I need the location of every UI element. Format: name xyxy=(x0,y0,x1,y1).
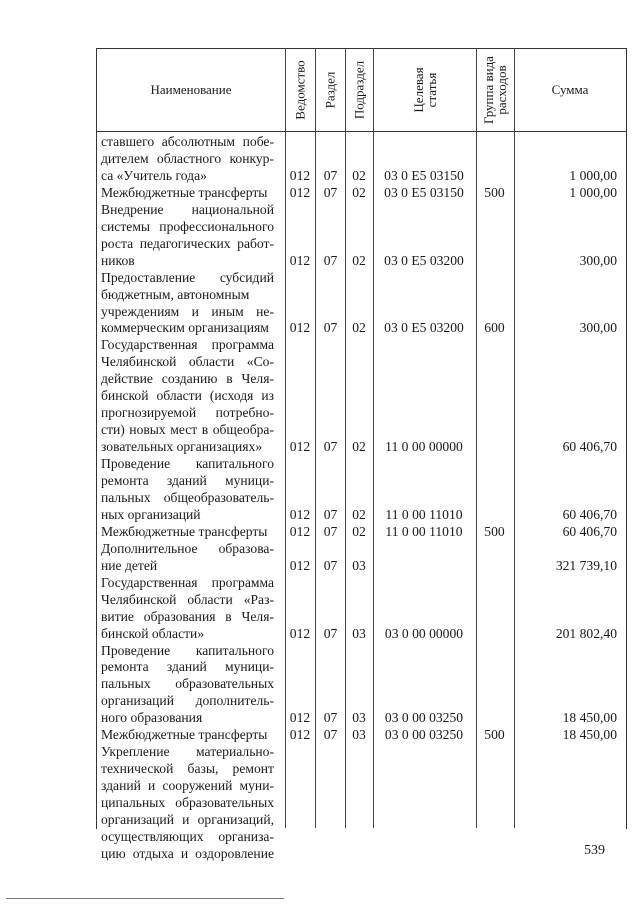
table-row xyxy=(0,811,640,828)
cell-name: прогнозируемой потребно- xyxy=(101,405,274,421)
table-row xyxy=(0,760,640,777)
cell-raz: 07 xyxy=(323,625,338,641)
table-row xyxy=(0,353,640,370)
cell-pod: 02 xyxy=(352,523,366,539)
cell-sum: 60 406,70 xyxy=(562,523,617,539)
cell-cel: 11 0 00 00000 xyxy=(385,439,463,455)
cell-cel: 03 0 00 03250 xyxy=(384,727,464,743)
cell-raz: 07 xyxy=(323,506,338,522)
cell-pod: 02 xyxy=(352,506,366,522)
cell-pod: 03 xyxy=(352,557,366,573)
cell-grp: 500 xyxy=(484,727,505,743)
cell-name: коммерческим организациям xyxy=(101,320,269,336)
cell-name: ставшего абсолютным побе- xyxy=(101,134,274,149)
cell-raz: 07 xyxy=(323,167,338,183)
header-summa: Сумма xyxy=(551,81,589,97)
table-row xyxy=(0,387,640,404)
cell-sum: 18 450,00 xyxy=(562,710,617,726)
cell-name: витие образования в Челя- xyxy=(101,608,274,624)
table-row xyxy=(0,557,640,574)
cell-name: Дополнительное образова- xyxy=(101,540,274,556)
cell-name: Внедрение национальной xyxy=(101,201,274,217)
cell-cel: 03 0 Е5 03150 xyxy=(384,167,464,183)
table-row xyxy=(0,608,640,625)
cell-name: Межбюджетные трансферты xyxy=(101,523,268,539)
cell-name: Межбюджетные трансферты xyxy=(101,727,268,743)
cell-name: Государственная программа xyxy=(101,337,274,353)
cell-ved: 012 xyxy=(289,167,311,183)
table-row xyxy=(0,201,640,218)
table-row xyxy=(0,675,640,692)
table-row xyxy=(0,269,640,286)
table-row xyxy=(0,167,640,184)
cell-sum: 201 802,40 xyxy=(555,625,617,641)
table-row xyxy=(0,743,640,760)
cell-ved: 012 xyxy=(289,710,311,726)
cell-name: осуществляющих организа- xyxy=(101,828,274,844)
table-row xyxy=(0,726,640,743)
cell-name: Челябинской области «Раз- xyxy=(101,591,274,607)
table-row xyxy=(0,709,640,726)
table-row xyxy=(0,658,640,675)
cell-ved: 012 xyxy=(289,252,311,268)
header-gruppa: Группа вида расходов xyxy=(481,55,509,124)
cell-pod: 02 xyxy=(352,252,366,268)
cell-raz: 07 xyxy=(323,320,338,336)
cell-ved: 012 xyxy=(289,184,311,200)
table-row xyxy=(0,404,640,421)
table-row xyxy=(0,303,640,320)
cell-name: са «Учитель года» xyxy=(101,167,207,183)
cell-name: Проведение капитального xyxy=(101,456,274,472)
header-divider xyxy=(96,131,626,132)
cell-raz: 07 xyxy=(323,557,338,573)
cell-raz: 07 xyxy=(323,523,338,539)
cell-name: ремонта зданий муници- xyxy=(101,659,274,675)
cell-ved: 012 xyxy=(289,625,311,641)
cell-name: Укрепление материально- xyxy=(101,744,274,760)
table-row xyxy=(0,336,640,353)
cell-grp: 500 xyxy=(484,184,505,200)
table-row xyxy=(0,523,640,540)
cell-pod: 02 xyxy=(352,167,366,183)
cell-name: технической базы, ремонт xyxy=(101,761,274,777)
table-row xyxy=(0,150,640,167)
table-row xyxy=(0,472,640,489)
cell-sum: 18 450,00 xyxy=(562,727,617,743)
cell-name: Межбюджетные трансферты xyxy=(101,184,268,200)
cell-cel: 03 0 00 00000 xyxy=(384,625,464,641)
cell-name: ников xyxy=(101,252,135,268)
cell-name: ние детей xyxy=(101,557,158,573)
cell-sum: 300,00 xyxy=(579,320,617,336)
cell-name: цию отдыха и оздоровление xyxy=(101,845,274,861)
cell-name: системы профессионального xyxy=(101,218,274,234)
table-row xyxy=(0,591,640,608)
cell-cel: 11 0 00 11010 xyxy=(385,523,463,539)
table-row xyxy=(0,642,640,659)
page-number: 539 xyxy=(584,843,605,858)
table-row xyxy=(0,438,640,455)
cell-pod: 02 xyxy=(352,320,366,336)
cell-name: ремонта зданий муници- xyxy=(101,473,274,488)
cell-name: бюджетным, автономным xyxy=(101,286,250,302)
cell-name: бинской области» xyxy=(101,625,205,641)
cell-name: ных организаций xyxy=(101,506,201,522)
cell-raz: 07 xyxy=(323,252,338,268)
table-row xyxy=(0,133,640,150)
cell-name: пальных образовательных xyxy=(101,676,274,692)
cell-name: зовательных организациях» xyxy=(101,439,263,455)
cell-sum: 1 000,00 xyxy=(569,184,617,200)
cell-name: Проведение капитального xyxy=(101,642,274,658)
table-row xyxy=(0,540,640,557)
cell-raz: 07 xyxy=(323,439,338,455)
cell-name: бинской области (исходя из xyxy=(101,388,274,404)
cell-ved: 012 xyxy=(289,523,311,539)
cell-cel: 11 0 00 11010 xyxy=(385,506,463,522)
cell-raz: 07 xyxy=(323,727,338,743)
cell-name: Челябинской области «Со- xyxy=(101,354,274,370)
cell-sum: 1 000,00 xyxy=(569,167,617,183)
table-row xyxy=(0,421,640,438)
cell-pod: 03 xyxy=(352,727,366,743)
cell-cel: 03 0 00 03250 xyxy=(384,710,464,726)
cell-grp: 600 xyxy=(484,320,505,336)
cell-name: сти) новых мест в общеобра- xyxy=(101,422,274,438)
table-row xyxy=(0,455,640,472)
cell-pod: 02 xyxy=(352,439,366,455)
cell-sum: 300,00 xyxy=(579,252,617,268)
header-razdel: Раздел xyxy=(322,71,338,108)
cell-name: дителем областного конкур- xyxy=(101,150,274,166)
cell-cel: 03 0 Е5 03150 xyxy=(384,184,464,200)
footer-rule xyxy=(6,898,284,899)
cell-ved: 012 xyxy=(289,506,311,522)
header-name: Наименование xyxy=(150,81,232,97)
cell-sum: 60 406,70 xyxy=(562,439,617,455)
cell-sum: 321 739,10 xyxy=(555,557,617,573)
header-vedomstvo: Ведомство xyxy=(292,59,308,120)
cell-cel: 03 0 Е5 03200 xyxy=(384,320,464,336)
table-row xyxy=(0,574,640,591)
header-podrazdel: Подраздел xyxy=(351,60,367,119)
table-row xyxy=(0,845,640,862)
table-row xyxy=(0,252,640,269)
cell-pod: 03 xyxy=(352,710,366,726)
cell-name: организаций и организаций, xyxy=(101,812,274,827)
table-row xyxy=(0,286,640,303)
table-row xyxy=(0,319,640,336)
table-row xyxy=(0,692,640,709)
table-row xyxy=(0,235,640,252)
cell-name: роста педагогических работ- xyxy=(101,235,274,251)
table-row xyxy=(0,777,640,794)
cell-pod: 02 xyxy=(352,184,366,200)
cell-name: ципальных образовательных xyxy=(101,795,274,811)
cell-raz: 07 xyxy=(323,710,338,726)
table-row xyxy=(0,828,640,845)
table-row xyxy=(0,184,640,201)
cell-ved: 012 xyxy=(289,557,311,573)
cell-name: Государственная программа xyxy=(101,574,274,590)
table-row xyxy=(0,218,640,235)
cell-name: пальных общеобразователь- xyxy=(101,489,274,505)
cell-name: организаций дополнитель- xyxy=(101,693,274,709)
table-row xyxy=(0,489,640,506)
cell-name: Предоставление субсидий xyxy=(101,269,274,285)
cell-name: учреждениям и иным не- xyxy=(101,303,274,319)
cell-grp: 500 xyxy=(484,523,505,539)
cell-name: зданий и сооружений муни- xyxy=(101,778,274,794)
cell-ved: 012 xyxy=(289,320,311,336)
cell-raz: 07 xyxy=(323,184,338,200)
table-row xyxy=(0,506,640,523)
table-row xyxy=(0,370,640,387)
cell-name: действие созданию в Челя- xyxy=(101,371,274,387)
header-celevaya: Целевая статья xyxy=(410,66,439,113)
table-row xyxy=(0,794,640,811)
table-row xyxy=(0,625,640,642)
cell-pod: 03 xyxy=(352,625,366,641)
cell-ved: 012 xyxy=(289,727,311,743)
cell-cel: 03 0 Е5 03200 xyxy=(384,252,464,268)
cell-sum: 60 406,70 xyxy=(562,506,617,522)
cell-ved: 012 xyxy=(289,439,311,455)
cell-name: ного образования xyxy=(101,710,203,726)
